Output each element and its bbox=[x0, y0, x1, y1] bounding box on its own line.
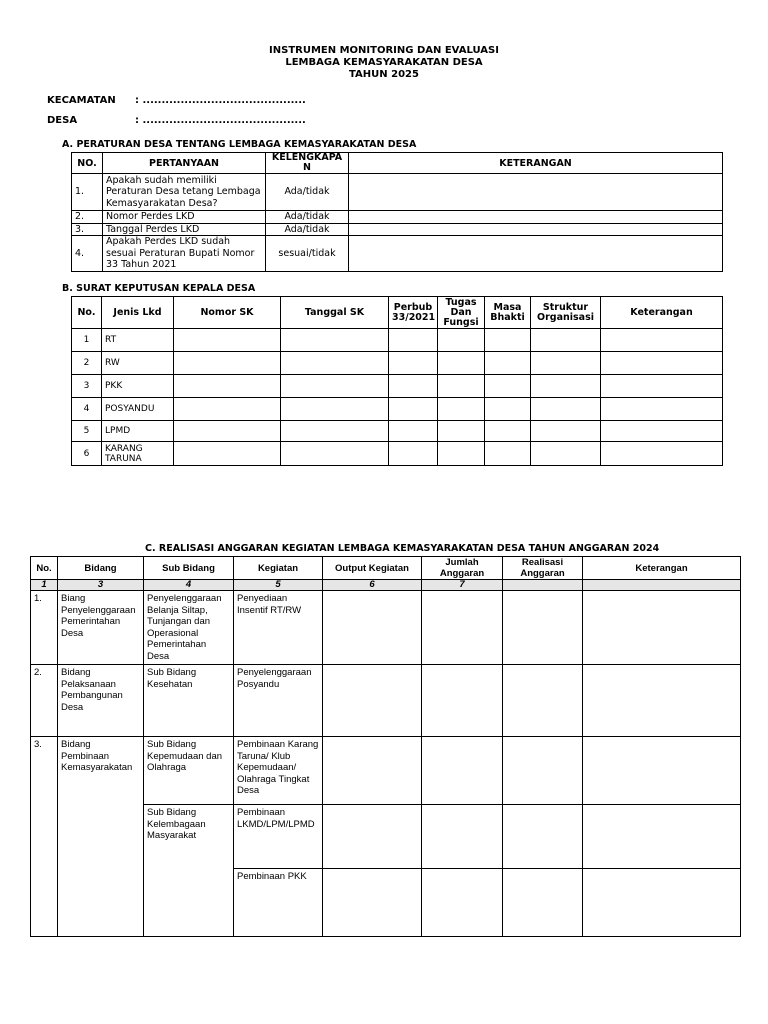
row-kelengkapan[interactable]: Ada/tidak bbox=[266, 211, 349, 224]
table-row bbox=[72, 223, 723, 236]
row-kegiatan: Pembinaan Karang Taruna/ Klub Kepemudaan/ Olahraga Tingkat Desa bbox=[234, 737, 323, 805]
cell-nomor-sk[interactable] bbox=[174, 442, 281, 466]
table-row bbox=[31, 737, 741, 805]
row-jenis: PKK bbox=[102, 375, 174, 398]
cell-masa[interactable] bbox=[485, 329, 531, 352]
cell-keterangan[interactable] bbox=[601, 329, 723, 352]
row-jenis: RT bbox=[102, 329, 174, 352]
cell-jumlah[interactable] bbox=[422, 805, 503, 869]
table-row bbox=[72, 174, 723, 211]
row-keterangan-cell[interactable] bbox=[349, 174, 723, 211]
col-header-jumlah-anggaran: Jumlah Anggaran bbox=[422, 557, 503, 580]
row-kelengkapan[interactable]: sesuai/tidak bbox=[266, 236, 349, 272]
row-question: Apakah Perdes LKD sudah sesuai Peraturan Bupati Nomor 33 Tahun 2021 bbox=[103, 236, 266, 272]
cell-tanggal-sk[interactable] bbox=[281, 329, 389, 352]
table-row bbox=[72, 352, 723, 375]
row-keterangan-cell[interactable] bbox=[349, 211, 723, 224]
cell-nomor-sk[interactable] bbox=[174, 398, 281, 421]
kecamatan-label: KECAMATAN bbox=[47, 95, 116, 106]
cell-realisasi[interactable] bbox=[503, 591, 583, 665]
cell-nomor-sk[interactable] bbox=[174, 421, 281, 442]
cell-nomor-sk[interactable] bbox=[174, 352, 281, 375]
row-jenis: KARANG TARUNA bbox=[102, 442, 174, 466]
row-bidang: Biang Penyelenggaraan Pemerintahan Desa bbox=[58, 591, 144, 665]
cell-keterangan[interactable] bbox=[583, 737, 741, 805]
col-number: 1 bbox=[31, 580, 58, 591]
row-bidang: Bidang Pembinaan Kemasyarakatan bbox=[58, 737, 144, 937]
section-c-title: C. REALISASI ANGGARAN KEGIATAN LEMBAGA KEMASYARAKATAN DESA TAHUN ANGGARAN 2024 bbox=[145, 543, 660, 554]
cell-struktur[interactable] bbox=[531, 352, 601, 375]
table-row bbox=[72, 375, 723, 398]
row-kegiatan: Pembinaan LKMD/LPM/LPMD bbox=[234, 805, 323, 869]
col-number: 7 bbox=[422, 580, 503, 591]
col-header-perbub: Perbub 33/2021 bbox=[389, 297, 438, 329]
cell-jumlah[interactable] bbox=[422, 869, 503, 937]
cell-struktur[interactable] bbox=[531, 375, 601, 398]
cell-struktur[interactable] bbox=[531, 442, 601, 466]
cell-output[interactable] bbox=[323, 805, 422, 869]
cell-tanggal-sk[interactable] bbox=[281, 375, 389, 398]
desa-label: DESA bbox=[47, 115, 78, 126]
cell-tanggal-sk[interactable] bbox=[281, 442, 389, 466]
col-number: 6 bbox=[323, 580, 422, 591]
cell-keterangan[interactable] bbox=[601, 398, 723, 421]
cell-keterangan[interactable] bbox=[583, 591, 741, 665]
cell-realisasi[interactable] bbox=[503, 665, 583, 737]
col-header-output: Output Kegiatan bbox=[323, 557, 422, 580]
row-no: 3. bbox=[31, 737, 58, 937]
cell-tugas[interactable] bbox=[438, 421, 485, 442]
row-kelengkapan[interactable]: Ada/tidak bbox=[266, 174, 349, 211]
table-row bbox=[72, 421, 723, 442]
row-jenis: POSYANDU bbox=[102, 398, 174, 421]
col-header-kegiatan: Kegiatan bbox=[234, 557, 323, 580]
desa-field[interactable]: : ........................................... bbox=[135, 115, 306, 126]
col-number bbox=[583, 580, 741, 591]
cell-perbub[interactable] bbox=[389, 352, 438, 375]
cell-keterangan[interactable] bbox=[601, 442, 723, 466]
col-header-tugas-fungsi: Tugas Dan Fungsi bbox=[438, 297, 485, 329]
cell-nomor-sk[interactable] bbox=[174, 375, 281, 398]
doc-title-line2: LEMBAGA KEMASYARAKATAN DESA bbox=[285, 57, 483, 68]
cell-tugas[interactable] bbox=[438, 329, 485, 352]
table-sk-kepala-desa bbox=[71, 296, 723, 466]
section-b-title: B. SURAT KEPUTUSAN KEPALA DESA bbox=[62, 283, 256, 294]
cell-realisasi[interactable] bbox=[503, 805, 583, 869]
cell-masa[interactable] bbox=[485, 352, 531, 375]
cell-keterangan[interactable] bbox=[601, 352, 723, 375]
cell-nomor-sk[interactable] bbox=[174, 329, 281, 352]
cell-masa[interactable] bbox=[485, 421, 531, 442]
row-sub-bidang: Sub Bidang Kelembagaan Masyarakat bbox=[144, 805, 234, 937]
cell-struktur[interactable] bbox=[531, 398, 601, 421]
cell-realisasi[interactable] bbox=[503, 869, 583, 937]
row-bidang: Bidang Pelaksanaan Pembangunan Desa bbox=[58, 665, 144, 737]
cell-output[interactable] bbox=[323, 869, 422, 937]
cell-tugas[interactable] bbox=[438, 398, 485, 421]
cell-tanggal-sk[interactable] bbox=[281, 352, 389, 375]
cell-perbub[interactable] bbox=[389, 421, 438, 442]
col-header-sub-bidang: Sub Bidang bbox=[144, 557, 234, 580]
row-keterangan-cell[interactable] bbox=[349, 236, 723, 272]
cell-perbub[interactable] bbox=[389, 442, 438, 466]
table-row bbox=[72, 329, 723, 352]
col-number: 4 bbox=[144, 580, 234, 591]
row-kegiatan: Pembinaan PKK bbox=[234, 869, 323, 937]
col-header-kelengkapan: KELENGKAPAN bbox=[266, 153, 349, 174]
row-kelengkapan[interactable]: Ada/tidak bbox=[266, 223, 349, 236]
row-no: 1. bbox=[31, 591, 58, 665]
col-header-keterangan: Keterangan bbox=[583, 557, 741, 580]
table-realisasi-anggaran bbox=[30, 556, 741, 937]
row-no: 4 bbox=[72, 398, 102, 421]
col-number: 5 bbox=[234, 580, 323, 591]
table-header-row bbox=[72, 297, 723, 329]
row-no: 6 bbox=[72, 442, 102, 466]
column-number-row bbox=[31, 580, 741, 591]
table-row bbox=[72, 398, 723, 421]
cell-jumlah[interactable] bbox=[422, 591, 503, 665]
cell-output[interactable] bbox=[323, 665, 422, 737]
col-header-no: No. bbox=[72, 297, 102, 329]
row-question: Apakah sudah memiliki Peraturan Desa tetang Lembaga Kemasyarakatan Desa? bbox=[103, 174, 266, 211]
table-row bbox=[72, 442, 723, 466]
col-header-no: NO. bbox=[72, 153, 103, 174]
cell-output[interactable] bbox=[323, 591, 422, 665]
doc-title-line3: TAHUN 2025 bbox=[349, 69, 419, 80]
row-no: 2 bbox=[72, 352, 102, 375]
cell-realisasi[interactable] bbox=[503, 737, 583, 805]
row-jenis: LPMD bbox=[102, 421, 174, 442]
cell-masa[interactable] bbox=[485, 442, 531, 466]
row-no: 2. bbox=[31, 665, 58, 737]
table-row bbox=[72, 211, 723, 224]
cell-tanggal-sk[interactable] bbox=[281, 398, 389, 421]
cell-output[interactable] bbox=[323, 737, 422, 805]
table-row bbox=[31, 591, 741, 665]
row-sub-bidang: Penyelenggaraan Belanja Siltap, Tunjangan dan Operasional Pemerintahan Desa bbox=[144, 591, 234, 665]
row-sub-bidang: Sub Bidang Kesehatan bbox=[144, 665, 234, 737]
section-a-title: A. PERATURAN DESA TENTANG LEMBAGA KEMASYARAKATAN DESA bbox=[62, 139, 417, 150]
doc-title-line1: INSTRUMEN MONITORING DAN EVALUASI bbox=[269, 45, 499, 56]
cell-perbub[interactable] bbox=[389, 329, 438, 352]
row-no: 3 bbox=[72, 375, 102, 398]
col-header-masa-bhakti: Masa Bhakti bbox=[485, 297, 531, 329]
col-header-struktur: Struktur Organisasi bbox=[531, 297, 601, 329]
row-no: 4. bbox=[72, 236, 103, 272]
col-header-tanggal-sk: Tanggal SK bbox=[281, 297, 389, 329]
cell-masa[interactable] bbox=[485, 398, 531, 421]
col-header-keterangan: Keterangan bbox=[601, 297, 723, 329]
col-header-no: No. bbox=[31, 557, 58, 580]
row-question: Tanggal Perdes LKD bbox=[103, 223, 266, 236]
row-kegiatan: Penyediaan Insentif RT/RW bbox=[234, 591, 323, 665]
col-header-jenis-lkd: Jenis Lkd bbox=[102, 297, 174, 329]
row-no: 2. bbox=[72, 211, 103, 224]
table-row bbox=[31, 665, 741, 737]
cell-keterangan[interactable] bbox=[601, 375, 723, 398]
row-sub-bidang: Sub Bidang Kepemudaan dan Olahraga bbox=[144, 737, 234, 805]
row-jenis: RW bbox=[102, 352, 174, 375]
row-no: 5 bbox=[72, 421, 102, 442]
cell-tugas[interactable] bbox=[438, 442, 485, 466]
cell-keterangan[interactable] bbox=[601, 421, 723, 442]
cell-jumlah[interactable] bbox=[422, 665, 503, 737]
cell-tugas[interactable] bbox=[438, 352, 485, 375]
row-keterangan-cell[interactable] bbox=[349, 223, 723, 236]
col-header-realisasi-anggaran: Realisasi Anggaran bbox=[503, 557, 583, 580]
table-row bbox=[72, 236, 723, 272]
cell-masa[interactable] bbox=[485, 375, 531, 398]
cell-keterangan[interactable] bbox=[583, 869, 741, 937]
row-no: 1 bbox=[72, 329, 102, 352]
row-kegiatan: Penyelenggaraan Posyandu bbox=[234, 665, 323, 737]
cell-tanggal-sk[interactable] bbox=[281, 421, 389, 442]
col-number bbox=[503, 580, 583, 591]
table-peraturan-desa bbox=[71, 152, 723, 272]
cell-struktur[interactable] bbox=[531, 329, 601, 352]
cell-struktur[interactable] bbox=[531, 421, 601, 442]
col-header-pertanyaan: PERTANYAAN bbox=[103, 153, 266, 174]
col-header-bidang: Bidang bbox=[58, 557, 144, 580]
row-no: 1. bbox=[72, 174, 103, 211]
table-header-row bbox=[31, 557, 741, 580]
cell-perbub[interactable] bbox=[389, 375, 438, 398]
cell-keterangan[interactable] bbox=[583, 665, 741, 737]
col-header-keterangan: KETERANGAN bbox=[349, 153, 723, 174]
row-question: Nomor Perdes LKD bbox=[103, 211, 266, 224]
cell-perbub[interactable] bbox=[389, 398, 438, 421]
table-header-row bbox=[72, 153, 723, 174]
cell-jumlah[interactable] bbox=[422, 737, 503, 805]
col-header-nomor-sk: Nomor SK bbox=[174, 297, 281, 329]
row-no: 3. bbox=[72, 223, 103, 236]
cell-tugas[interactable] bbox=[438, 375, 485, 398]
col-number: 3 bbox=[58, 580, 144, 591]
kecamatan-field[interactable]: : ........................................... bbox=[135, 95, 306, 106]
cell-keterangan[interactable] bbox=[583, 805, 741, 869]
